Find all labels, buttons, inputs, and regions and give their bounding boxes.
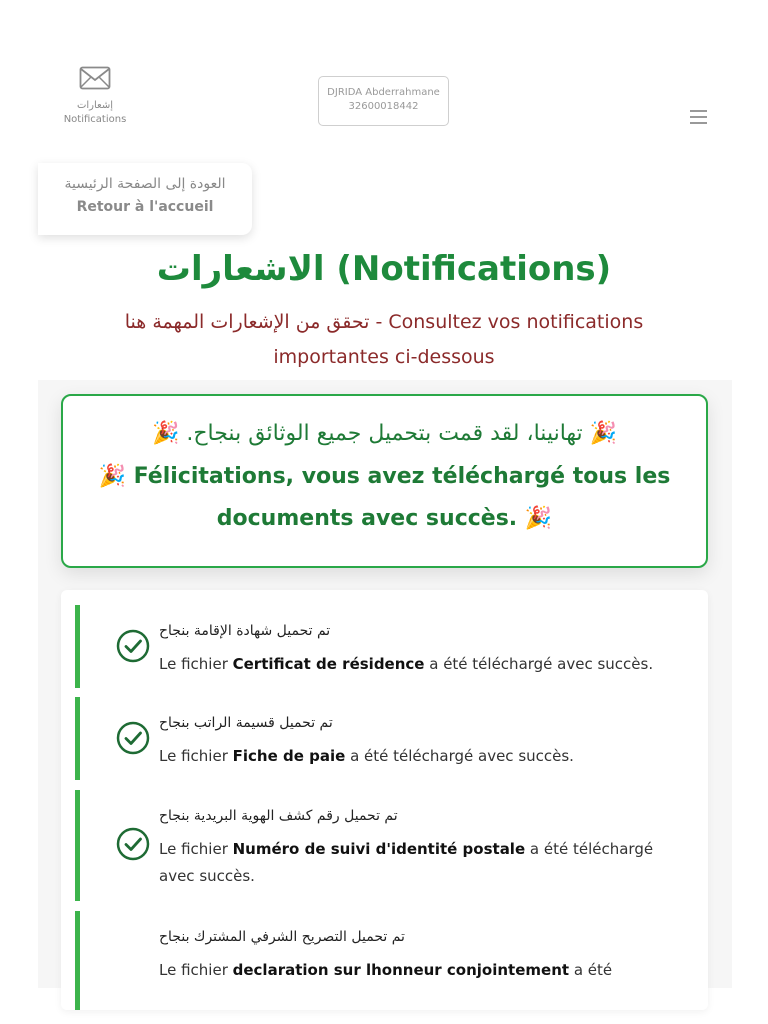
success-banner [61, 394, 708, 568]
notifications-label-fr: Notifications [63, 114, 127, 125]
header [0, 0, 768, 160]
check-circle-icon [116, 629, 150, 663]
page-subtitle: تحقق من الإشعارات المهمة هنا - Consultez vos notifications importantes ci-dessous [124, 311, 644, 368]
user-id: 32600018442 [348, 101, 419, 112]
check-circle-icon [116, 827, 150, 861]
back-label-ar: العودة إلى الصفحة الرئيسية [64, 176, 226, 192]
success-message-fr: 🎉 Félicitations, vous avez téléchargé tous les documents avec succès. 🎉 [98, 464, 671, 531]
page-title: الاشعارات (Notifications) [156, 249, 612, 289]
notification-item [75, 697, 700, 780]
file-name: Certificat de résidence [232, 655, 425, 673]
notification-text-fr: Le fichier Numéro de suivi d'identité postale a été téléchargé avec succès. [159, 840, 654, 885]
back-to-home-button[interactable] [38, 163, 252, 235]
file-name: declaration sur lhonneur conjointement [232, 961, 570, 979]
notification-text-fr: Le fichier Certificat de résidence a été téléchargé avec succès. [159, 655, 654, 673]
notifications-link[interactable] [55, 66, 135, 125]
user-name: DJRIDA Abderrahmane [327, 87, 440, 98]
notification-title-ar: تم تحميل قسيمة الراتب بنجاح [159, 715, 333, 731]
envelope-icon [79, 66, 111, 90]
notifications-label-ar: إشعارات [76, 100, 114, 111]
check-circle-icon [116, 721, 150, 755]
hamburger-menu-icon[interactable] [690, 110, 707, 128]
notification-list [61, 590, 708, 1010]
notification-title-ar: تم تحميل شهادة الإقامة بنجاح [159, 623, 331, 639]
notification-text-fr: Le fichier declaration sur lhonneur conjointement a été [159, 961, 613, 979]
notification-item [75, 790, 700, 901]
back-label-fr: Retour à l'accueil [76, 199, 214, 215]
user-info-box [318, 76, 449, 126]
notification-title-ar: تم تحميل رقم كشف الهوية البريدية بنجاح [159, 808, 398, 824]
file-name: Fiche de paie [232, 747, 346, 765]
notification-item [75, 911, 700, 1010]
file-name: Numéro de suivi d'identité postale [232, 840, 526, 858]
notification-text-fr: Le fichier Fiche de paie a été téléchargé avec succès. [159, 747, 574, 765]
notification-item [75, 605, 700, 688]
notification-title-ar: تم تحميل التصريح الشرفي المشترك بنجاح [159, 929, 405, 945]
success-message-ar: 🎉 .تهانينا، لقد قمت بتحميل جميع الوثائق بنجاح 🎉 [151, 421, 618, 446]
